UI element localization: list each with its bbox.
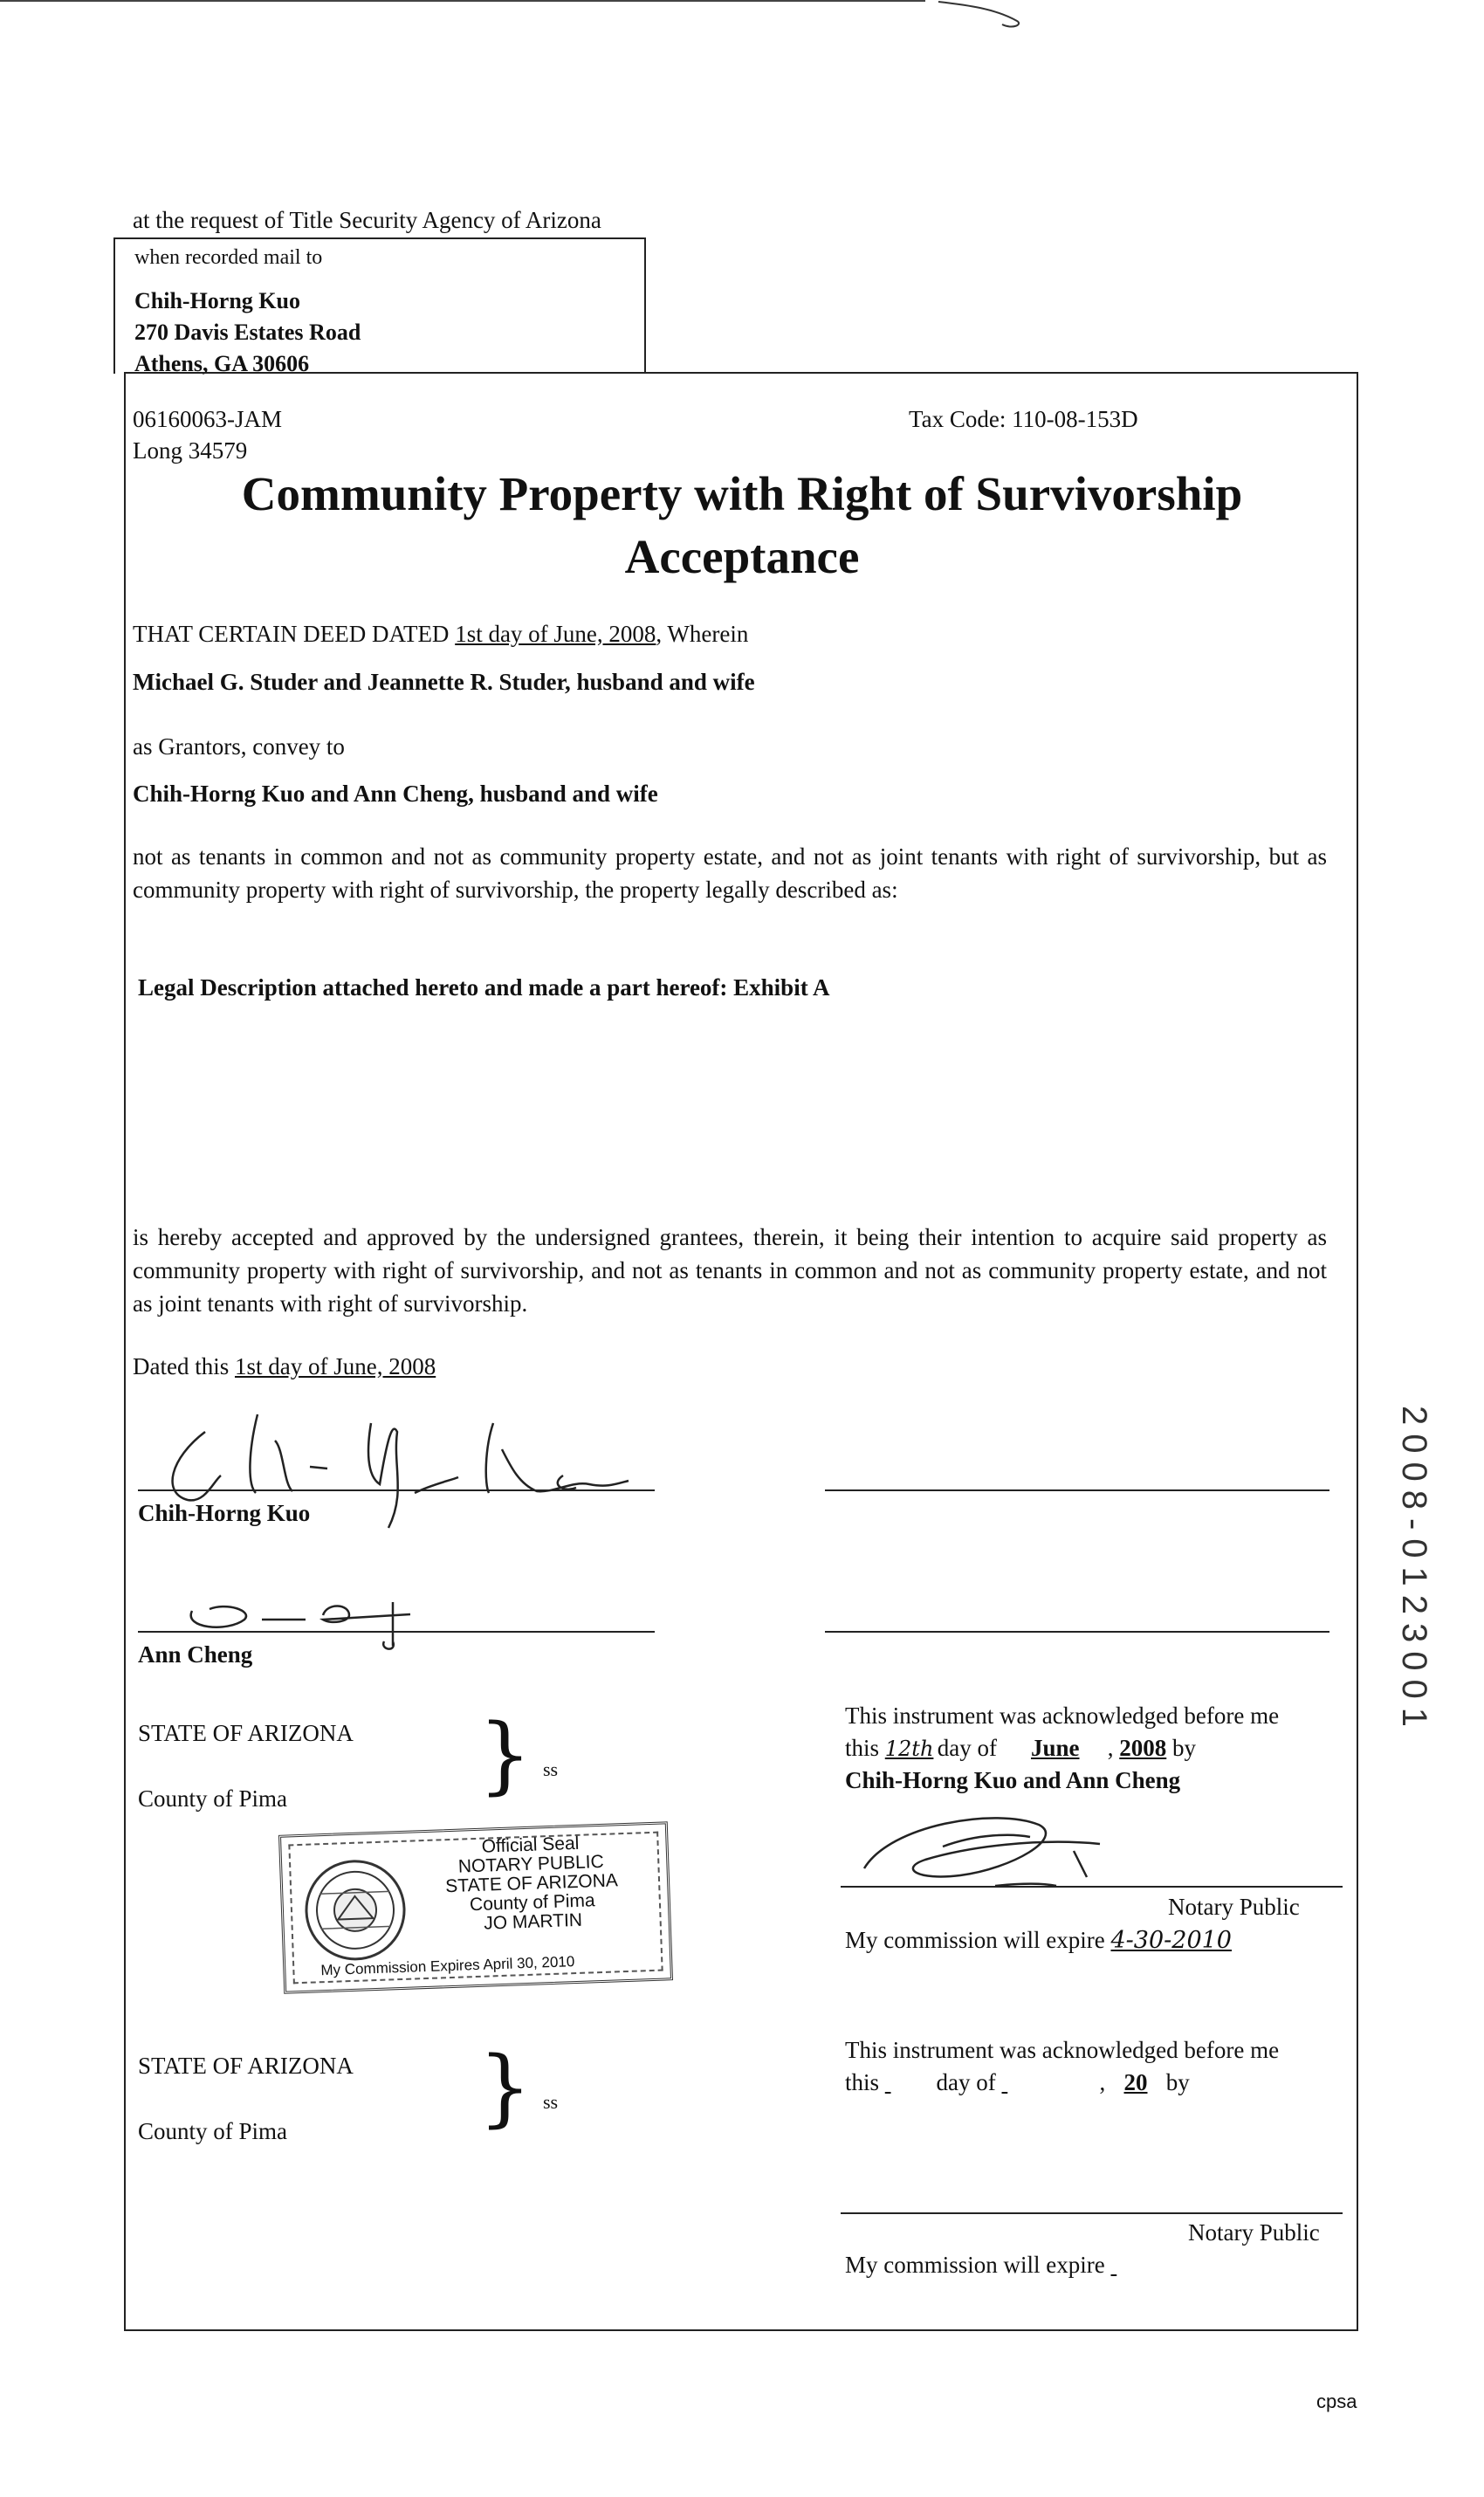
notary1-brace: } — [478, 1706, 532, 1804]
seal-line2: NOTARY PUBLIC — [457, 1851, 605, 1877]
notary1-county: County of Pima — [138, 1785, 288, 1812]
notary1-state: STATE OF ARIZONA — [138, 1720, 354, 1746]
notary2-state: STATE OF ARIZONA — [138, 2053, 354, 2079]
notary2-county: County of Pima — [138, 2118, 288, 2144]
deed-dated-prefix: THAT CERTAIN DEED DATED — [133, 621, 456, 647]
notary1-commission — [845, 1925, 1232, 1956]
notary2-year: 20 — [1123, 2069, 1148, 2095]
notary2-notary-public: Notary Public — [1188, 2219, 1320, 2246]
grantors: Michael G. Studer and Jeannette R. Studer, husband and wife — [133, 669, 755, 695]
notary2-by: by — [1165, 2069, 1190, 2095]
seal-text — [412, 1832, 651, 1936]
long-number: Long 34579 — [133, 437, 248, 464]
notary2-day-of: day of — [936, 2069, 996, 2095]
legal-description: Legal Description attached hereto and made a part hereof: Exhibit A — [138, 974, 830, 1001]
deed-dated-line — [133, 619, 748, 649]
mail-city: Athens, GA 30606 — [134, 351, 310, 376]
notary2-month-blank — [1002, 2067, 1100, 2097]
notary2-ack-line2: this day of , 20 by — [845, 2069, 1190, 2095]
notary2-ss: ss — [543, 2091, 559, 2113]
mail-to-box — [113, 237, 646, 374]
notary1-ss: ss — [543, 1758, 559, 1780]
mail-name: Chih-Horng Kuo — [134, 288, 300, 313]
convey-label: as Grantors, convey to — [133, 733, 345, 760]
signature-line-blank2 — [825, 1631, 1329, 1633]
notary1-commission-label: My commission will expire — [845, 1927, 1105, 1953]
dated-date: 1st day of June, 2008 — [234, 1353, 436, 1379]
notary2-day-blank — [885, 2067, 931, 2097]
seal-line3: STATE OF ARIZONA — [444, 1870, 619, 1897]
seal-line1: Official Seal — [481, 1833, 580, 1857]
corner-scribble — [934, 0, 1030, 35]
notary1-day-handwritten: 12th — [884, 1737, 934, 1761]
notary2-ack-line1: This instrument was acknowledged before me — [845, 2037, 1280, 2063]
deed-date: 1st day of June, 2008 — [455, 621, 656, 647]
notary2-signature-line — [841, 2212, 1343, 2214]
notary2-commission-label: My commission will expire — [845, 2252, 1105, 2278]
notary1-signature — [838, 1799, 1170, 1895]
seal-line5: JO MARTIN — [483, 1909, 583, 1934]
when-recorded-label: when recorded mail to — [134, 246, 323, 269]
seal-line6: My Commission Expires April 30, 2010 — [320, 1953, 575, 1979]
document-title-line1: Community Property with Right of Survivorship — [241, 467, 1243, 520]
acceptance-clause: is hereby accepted and approved by the undersigned grantees, therein, it being their intention to acquire said property as community property with right of survivorship, and not as tenants in common and not as community property estate, and not as joint tenants with right of survivorship. — [133, 1224, 1327, 1317]
notary-seal — [278, 1821, 673, 1993]
margin-stamp: 2008-0123001 — [1395, 1406, 1433, 1737]
document-title-line2: Acceptance — [624, 530, 860, 583]
order-number: 06160063-JAM — [133, 406, 283, 432]
tax-code: Tax Code: 110-08-153D — [909, 406, 1138, 432]
mail-street: 270 Davis Estates Road — [134, 320, 361, 345]
dated-prefix: Dated this — [133, 1353, 235, 1379]
arizona-seal-emblem — [301, 1856, 409, 1964]
signature-line-cheng — [138, 1631, 655, 1633]
seal-line4: County of Pima — [469, 1890, 595, 1916]
notary1-day-of: day of — [937, 1735, 997, 1761]
signer1-name: Chih-Horng Kuo — [138, 1500, 311, 1526]
notary1-month-value: June — [1030, 1735, 1080, 1761]
notary2-brace: } — [478, 2039, 532, 2136]
notary1-year: 2008 — [1119, 1735, 1167, 1761]
dated-line — [133, 1352, 436, 1381]
signature-line-kuo — [138, 1489, 655, 1491]
notary1-notary-public: Notary Public — [1168, 1894, 1300, 1920]
deed-dated-suffix: , Wherein — [656, 621, 749, 647]
top-rule — [0, 0, 925, 2]
notary2-commission — [845, 2250, 1219, 2280]
footer-code: cpsa — [1316, 2390, 1357, 2412]
grantees: Chih-Horng Kuo and Ann Cheng, husband and wife — [133, 781, 658, 807]
tenancy-clause: not as tenants in common and not as community property estate, and not as joint tenants with right of survivorship, but as community property with right of survivorship, the property legally described as: — [133, 843, 1327, 903]
notary1-month — [1003, 1733, 1108, 1763]
notary1-this: this — [845, 1735, 880, 1761]
notary1-names: Chih-Horng Kuo and Ann Cheng — [845, 1767, 1181, 1793]
notary1-by: by — [1172, 1735, 1196, 1761]
notary1-expire-handwritten: 4-30-2010 — [1110, 1927, 1232, 1954]
notary1-signature-line — [841, 1886, 1343, 1888]
recorded-at-request: at the request of Title Security Agency of Arizona — [133, 207, 601, 233]
notary1-ack-line1: This instrument was acknowledged before me — [845, 1702, 1280, 1729]
notary2-expire-blank — [1110, 2250, 1219, 2280]
notary1-ack-line2: this 12th day of June , 2008 by — [845, 1733, 1196, 1764]
signature-line-blank1 — [825, 1489, 1329, 1491]
signer2-name: Ann Cheng — [138, 1641, 253, 1668]
notary2-this: this — [845, 2069, 880, 2095]
